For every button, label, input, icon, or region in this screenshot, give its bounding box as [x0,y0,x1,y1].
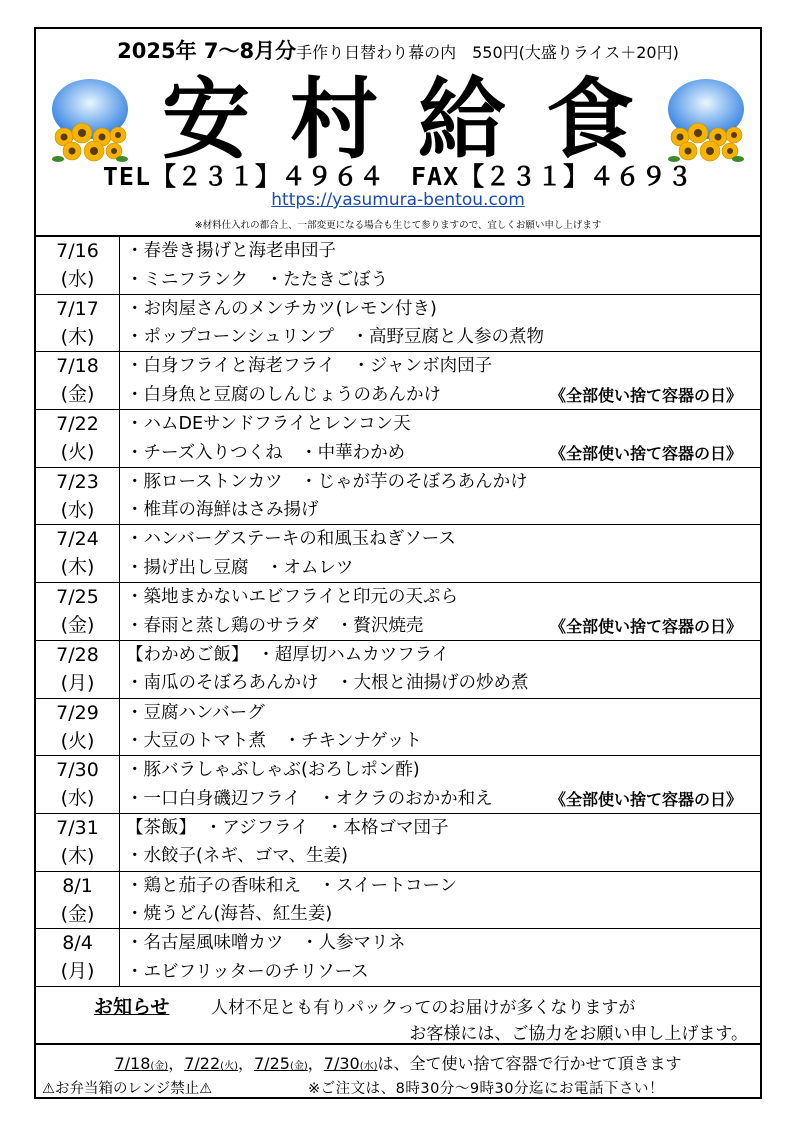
date-cell [36,237,120,294]
date-cell [36,872,120,929]
weekday: (金) [60,614,95,637]
menu-item: ・春巻き揚げと海老串団子 [126,241,336,261]
shop-title: 安村給食 [161,67,674,171]
disclaimer-note: ※材料仕入れの都合上、一部変更になる場合も生じて参りますので、宜しくお願い申し上げます [194,220,602,231]
weekday: (火) [60,441,95,464]
menu-item: ・ミニフランク ・たたきごぼう [126,269,389,290]
date-cell [36,468,120,525]
menu-item: ・春雨と蒸し鶏のサラダ ・贅沢焼売 [126,615,424,636]
menu-item: ・豚ローストンカツ ・じゃが芋のそぼろあんかけ [126,471,528,492]
weekday: (月) [60,671,95,694]
date: 7/16 [56,240,99,262]
items-cell [126,295,760,352]
order-hours: ※ご注文は、8時30分～9時30分迄にお電話下さい！ [308,1081,664,1097]
menu-row [36,872,760,930]
notice-text: お客様には、ご協力をお願い申し上げます。 [409,1024,748,1044]
notice-box [36,987,760,1045]
date-cell [36,699,120,756]
date-cell [36,641,120,698]
menu-item: ・椎茸の海鮮はさみ揚げ [126,500,319,521]
menu-row [36,410,760,468]
menu-row [36,699,760,757]
menu-row [36,814,760,872]
date: 7/23 [56,470,99,493]
date: 8/4 [62,932,93,955]
weekday: (火) [60,729,95,752]
menu-item: ・お肉屋さんのメンチカツ(レモン付き) [126,298,437,319]
menu-item: ・白身魚と豆腐のしんじょうのあんかけ [126,384,441,405]
date: 7/25 [56,586,99,609]
date-cell [36,929,120,986]
date-cell [36,410,120,467]
items-cell [126,814,760,871]
footer-date: 7/18 [114,1054,151,1073]
menu-item: 【茶飯】 ・アジフライ ・本格ゴマ団子 [126,817,449,838]
date-cell [36,525,120,582]
disposable-badge: 《全部使い捨て容器の日》 [549,386,742,406]
items-cell [126,237,760,294]
weekday: (金) [60,383,95,406]
menu-row [36,583,760,641]
notice-label: お知らせ [94,996,170,1018]
items-cell [126,525,760,582]
menu-item: 【わかめご飯】 ・超厚切ハムカツフライ [126,644,450,665]
disposable-badge: 《全部使い捨て容器の日》 [549,617,742,637]
menu-item: ・大豆のトマト煮 ・チキンナゲット [126,731,422,751]
menu-item: ・ポップコーンシュリンプ ・高野豆腐と人参の煮物 [126,327,544,348]
date: 8/1 [62,874,93,897]
disposable-badge: 《全部使い捨て容器の日》 [549,790,742,810]
items-cell [126,468,760,525]
menu-row [36,525,760,583]
menu-item: ・ハンバーグステーキの和風玉ねぎソース [126,529,456,550]
menu-item: ・築地まかないエビフライと印元の天ぷら [126,587,458,608]
menu-row [36,237,760,295]
footer-date: 7/22 [184,1054,221,1073]
header-subtitle: 手作り日替わり幕の内 550円(大盛りライス＋20円) [296,43,679,62]
footer-date: 7/25 [254,1054,290,1073]
menu-item: ・エビフリッターのチリソース [126,961,369,982]
weekday: (木) [60,325,95,348]
weekday: (金) [60,902,95,925]
footer-date: 7/30 [323,1054,360,1073]
menu-item: ・焼うどん(海苔、紅生姜) [126,904,333,925]
microwave-warning: ⚠お弁当箱のレンジ禁止⚠ [42,1081,213,1097]
menu-item: ・一口白身磯辺フライ ・オクラのおかか和え [126,788,493,809]
footer-sep: ， [307,1054,324,1073]
date-cell [36,352,120,409]
menu-item: ・豚バラしゃぶしゃぶ(おろしポン酢) [126,760,420,781]
menu-row [36,352,760,410]
menu-row [36,468,760,526]
weekday: (木) [60,844,95,867]
menu-item: ・チーズ入りつくね ・中華わかめ [126,442,406,463]
date: 7/28 [56,643,99,666]
items-cell [126,699,760,756]
menu-item: ・名古屋風味噌カツ ・人参マリネ [126,933,406,954]
menu-item: ・ハムDEサンドフライとレンコン天 [126,414,411,435]
weekday: (水) [60,498,95,521]
menu-row [36,929,760,987]
weekday: (月) [60,960,95,983]
header-line [36,35,760,65]
menu-item: ・鶏と茄子の香味和え ・スイートコーン [126,875,458,896]
notice-text: 人材不足とも有りパックってのお届けが多くなりますが [211,998,636,1018]
weekday: (水) [60,268,95,290]
items-cell [126,872,760,929]
menu-item: ・水餃子(ネギ、ゴマ、生姜) [126,846,348,867]
date: 7/24 [56,528,99,551]
date: 7/29 [56,701,99,724]
website-link[interactable]: https://yasumura-bentou.com [271,190,525,210]
date-cell [36,756,120,813]
menu-item: ・揚げ出し豆腐 ・オムレツ [126,557,354,578]
footer-weekday: (金) [150,1061,169,1072]
contact-numbers: TEL【２３１】４９６４ FAX【２３１】４６９３ [102,162,694,191]
date-cell [36,583,120,640]
footer-weekday: (水) [359,1061,378,1072]
items-cell [126,929,760,986]
date: 7/18 [56,355,99,378]
date: 7/30 [56,759,99,782]
date-cell [36,814,120,871]
disposable-days-line [36,1051,760,1074]
items-cell [126,641,760,698]
menu-row [36,295,760,353]
menu-item: ・白身フライと海老フライ ・ジャンボ肉団子 [126,356,493,377]
date-cell [36,295,120,352]
footer-tail: は、全て使い捨て容器で行かせて頂きます [377,1054,682,1073]
menu-item: ・豆腐ハンバーグ [126,702,265,723]
menu-row [36,641,760,699]
menu-table [36,237,760,987]
footer-sep: ， [237,1054,254,1073]
date: 7/22 [56,413,99,436]
weekday: (木) [60,556,95,579]
date: 7/31 [56,816,99,839]
disposable-badge: 《全部使い捨て容器の日》 [549,444,742,464]
date: 7/17 [56,297,99,320]
footer-weekday: (火) [220,1061,238,1072]
footer-sep: ， [168,1054,185,1073]
menu-item: ・南瓜のそぼろあんかけ ・大根と油揚げの炒め煮 [126,673,529,694]
header [36,29,760,237]
footer-weekday: (金) [289,1061,308,1072]
menu-sheet [34,27,762,1099]
year-month: 2025年 7～8月分 [117,39,297,63]
weekday: (水) [60,787,95,810]
menu-row [36,756,760,814]
